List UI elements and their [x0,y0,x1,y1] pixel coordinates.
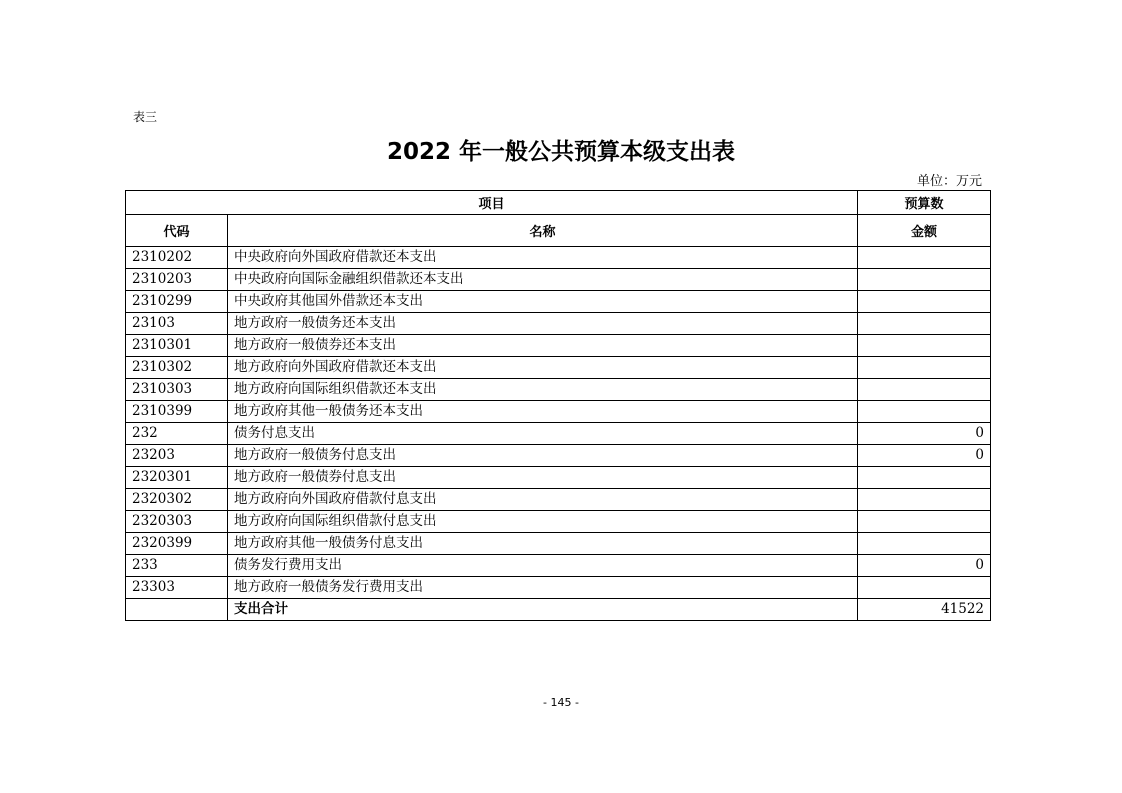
row-code: 2310203 [126,269,228,291]
row-code: 2320303 [126,511,228,533]
row-name: 地方政府向外国政府借款付息支出 [228,489,858,511]
table-row [126,357,991,379]
row-code: 2320302 [126,489,228,511]
row-code: 23103 [126,313,228,335]
row-name: 地方政府其他一般债务付息支出 [228,533,858,555]
table-row [126,423,991,445]
table-row [126,269,991,291]
header-amount: 金额 [858,215,991,247]
row-name: 地方政府向国际组织借款付息支出 [228,511,858,533]
row-amount [858,489,991,511]
header-name: 名称 [228,215,858,247]
header-budget: 预算数 [858,191,991,215]
header-item: 项目 [126,191,858,215]
row-amount [858,379,991,401]
table-row [126,335,991,357]
row-amount [858,357,991,379]
row-code: 2310301 [126,335,228,357]
row-amount [858,511,991,533]
row-code: 2310399 [126,401,228,423]
page-title: 2022 年一般公共预算本级支出表 [386,139,736,165]
table-row [126,511,991,533]
page-number: - 145 - [543,696,579,709]
row-code: 2310302 [126,357,228,379]
row-amount: 0 [858,445,991,467]
row-amount [858,291,991,313]
row-name: 地方政府向国际组织借款还本支出 [228,379,858,401]
row-amount: 0 [858,555,991,577]
row-amount [858,269,991,291]
table-row [126,291,991,313]
row-code: 2320399 [126,533,228,555]
row-code: 23203 [126,445,228,467]
row-code: 2310202 [126,247,228,269]
table-row [126,379,991,401]
table-row [126,555,991,577]
row-amount [858,335,991,357]
table-row [126,445,991,467]
row-amount [858,467,991,489]
row-amount [858,247,991,269]
table-row [126,577,991,599]
row-name: 中央政府其他国外借款还本支出 [228,291,858,313]
row-name: 中央政府向外国政府借款还本支出 [228,247,858,269]
row-name: 债务发行费用支出 [228,555,858,577]
table-row [126,489,991,511]
row-name: 地方政府其他一般债务还本支出 [228,401,858,423]
table-row [126,467,991,489]
header-code: 代码 [126,215,228,247]
row-code: 233 [126,555,228,577]
row-code: 23303 [126,577,228,599]
row-name: 地方政府向外国政府借款还本支出 [228,357,858,379]
row-name: 债务付息支出 [228,423,858,445]
total-row [126,599,991,621]
table-label: 表三 [133,110,158,124]
row-name: 地方政府一般债务付息支出 [228,445,858,467]
row-name: 地方政府一般债券还本支出 [228,335,858,357]
budget-table [125,190,991,621]
row-amount: 0 [858,423,991,445]
row-code: 2310303 [126,379,228,401]
row-code: 2320301 [126,467,228,489]
total-code [126,599,228,621]
table-row [126,401,991,423]
row-amount [858,533,991,555]
row-name: 地方政府一般债券付息支出 [228,467,858,489]
row-code: 2310299 [126,291,228,313]
table-row [126,247,991,269]
table-row [126,313,991,335]
row-code: 232 [126,423,228,445]
unit-label: 单位：万元 [916,174,982,189]
total-label: 支出合计 [228,599,858,621]
row-amount [858,577,991,599]
row-amount [858,401,991,423]
row-name: 地方政府一般债务还本支出 [228,313,858,335]
total-amount: 41522 [858,599,991,621]
row-name: 地方政府一般债务发行费用支出 [228,577,858,599]
row-amount [858,313,991,335]
row-name: 中央政府向国际金融组织借款还本支出 [228,269,858,291]
table-row [126,533,991,555]
